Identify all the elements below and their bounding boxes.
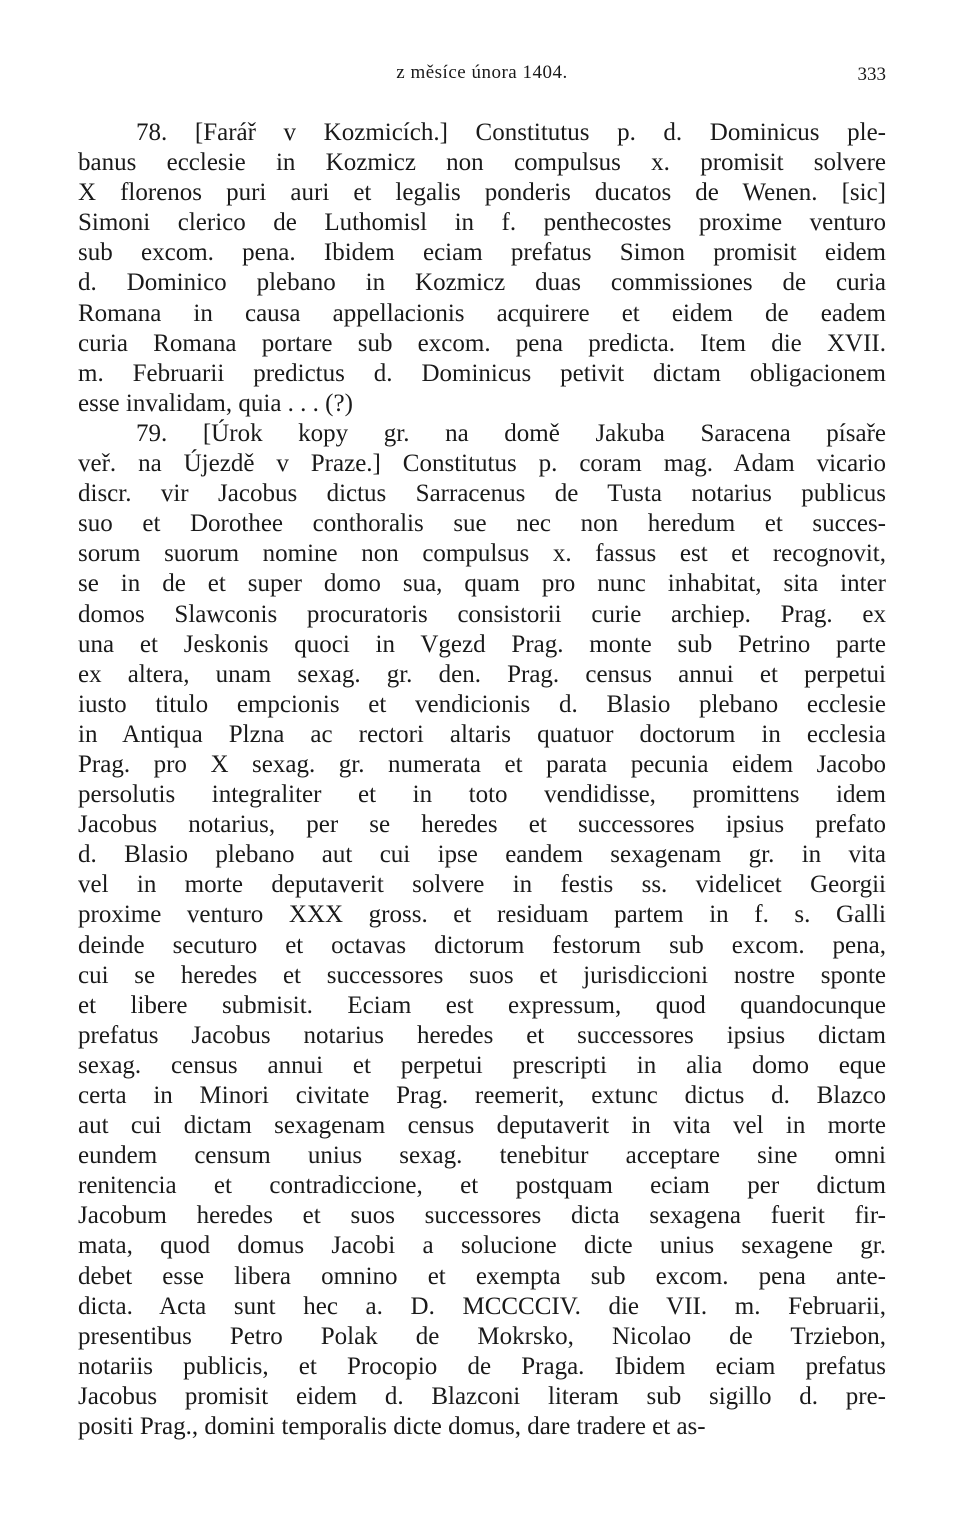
text-line: Jacobus promisit eidem d. Blazconi literam sub sigillo d. pre- xyxy=(78,1382,886,1410)
text-line: Jacobum heredes et suos successores dicta sexagena fuerit fir- xyxy=(78,1202,886,1230)
text-line: Jacobus notarius, per se heredes et successores ipsius prefato xyxy=(78,811,886,839)
text-line: d. Dominico plebano in Kozmicz duas commissiones de curia xyxy=(78,269,886,297)
text-line: veř. na Újezdě v Praze.] Constitutus p. coram mag. Adam vicario xyxy=(78,450,886,478)
text-line: se in de et super domo sua, quam pro nunc inhabitat, sita inter xyxy=(78,570,886,598)
page-number: 333 xyxy=(857,64,886,85)
text-line: esse invalidam, quia . . . (?) xyxy=(78,389,353,417)
text-line: 78. [Farář v Kozmicích.] Constitutus p. d. Dominicus ple- xyxy=(136,119,886,146)
text-line: una et Jeskonis quoci in Vgezd Prag. monte sub Petrino parte xyxy=(78,630,886,658)
text-line: sexag. census annui et perpetui prescripti in alia domo eque xyxy=(78,1051,886,1079)
text-line: cui se heredes et successores suos et jurisdiccioni nostre sponte xyxy=(78,961,886,989)
text-line: dicta. Acta sunt hec a. D. MCCCCIV. die VII. m. Februarii, xyxy=(78,1292,886,1320)
text-line: et libere submisit. Eciam est expressum, quod quandocunque xyxy=(78,991,886,1019)
text-line: curia Romana portare sub excom. pena predicta. Item die XVII. xyxy=(78,329,886,357)
text-line: d. Blasio plebano aut cui ipse eandem sexagenam gr. in vita xyxy=(78,841,886,869)
text-line: eundem censum unius sexag. tenebitur acceptare sine omni xyxy=(78,1142,886,1170)
text-line: ex altera, unam sexag. gr. den. Prag. census annui et perpetui xyxy=(78,660,886,688)
text-line: 79. [Úrok kopy gr. na domě Jakuba Saracena písaře xyxy=(136,419,886,447)
text-line: debet esse libera omnino et exempta sub excom. pena ante- xyxy=(78,1262,886,1290)
text-line: banus ecclesie in Kozmicz non compulsus x. promisit solvere xyxy=(78,149,886,177)
text-line: notariis publicis, et Procopio de Praga. Ibidem eciam prefatus xyxy=(78,1352,886,1380)
text-line: suo et Dorothee conthoralis sue nec non heredum et succes- xyxy=(78,510,886,538)
text-line: deinde secuturo et octavas dictorum festorum sub excom. pena, xyxy=(78,931,886,959)
text-line: m. Februarii predictus d. Dominicus petivit dictam obligacionem xyxy=(78,359,886,387)
text-line: in Antiqua Plzna ac rectori altaris quatuor doctorum in ecclesia xyxy=(78,720,886,748)
body-text xyxy=(78,118,886,1442)
text-line: vel in morte deputaverit solvere in festis ss. videlicet Georgii xyxy=(78,871,886,899)
text-line: aut cui dictam sexagenam census deputaverit in vita vel in morte xyxy=(78,1112,886,1140)
text-line: certa in Minori civitate Prag. reemerit, extunc dictus d. Blazco xyxy=(78,1082,886,1109)
running-header xyxy=(78,62,886,90)
text-line: sub excom. pena. Ibidem eciam prefatus Simon promisit eidem xyxy=(78,239,886,267)
text-line: prefatus Jacobus notarius heredes et successores ipsius dictam xyxy=(78,1021,886,1049)
text-line: Romana in causa appellacionis acquirere et eidem de eadem xyxy=(78,299,886,327)
text-line: X florenos puri auri et legalis ponderis ducatos de Wenen. [sic] xyxy=(78,179,886,207)
header-title: z měsíce února 1404. xyxy=(396,62,568,83)
text-line: persolutis integraliter et in toto vendidisse, promittens idem xyxy=(78,781,886,809)
text-line: Prag. pro X sexag. gr. numerata et parata pecunia eidem Jacobo xyxy=(78,750,886,778)
text-line: renitencia et contradiccione, et postquam eciam per dictum xyxy=(78,1172,886,1200)
text-line: sorum suorum nomine non compulsus x. fassus est et recognovit, xyxy=(78,540,886,568)
text-line: mata, quod domus Jacobi a solucione dicte unius sexagene gr. xyxy=(78,1232,886,1260)
text-line: positi Prag., domini temporalis dicte domus, dare tradere et as- xyxy=(78,1413,706,1441)
text-line: proxime venturo XXX gross. et residuam partem in f. s. Galli xyxy=(78,901,886,929)
text-line: domos Slawconis procuratoris consistorii curie archiep. Prag. ex xyxy=(78,600,886,628)
text-line: discr. vir Jacobus dictus Sarracenus de Tusta notarius publicus xyxy=(78,480,886,508)
text-line: presentibus Petro Polak de Mokrsko, Nicolao de Trziebon, xyxy=(78,1322,886,1350)
text-line: Simoni clerico de Luthomisl in f. penthecostes proxime venturo xyxy=(78,209,886,237)
text-line: iusto titulo empcionis et vendicionis d. Blasio plebano ecclesie xyxy=(78,690,886,718)
